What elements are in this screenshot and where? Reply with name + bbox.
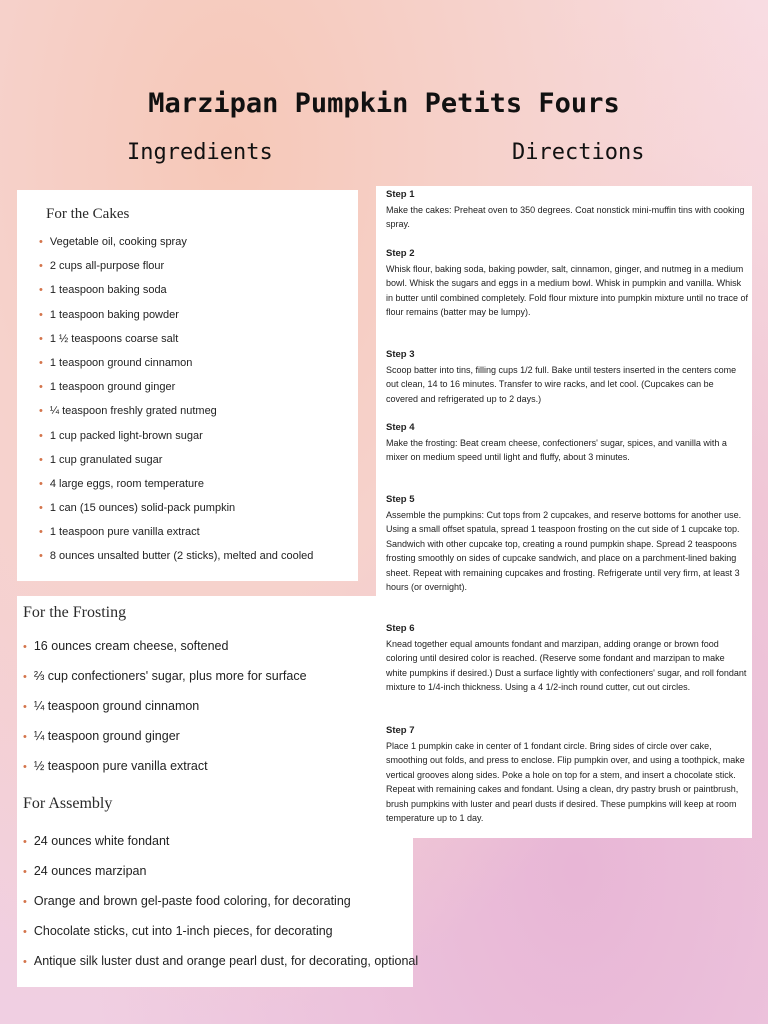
bullet-icon: • bbox=[23, 926, 27, 938]
cakes-ingredient-list bbox=[39, 236, 313, 575]
step-text: Whisk flour, baking soda, baking powder, salt, cinnamon, ginger, and nutmeg in a medium bowl. Whisk the sugars and eggs in a medium bowl. Whisk in pumpkin and vanilla. Whisk in butter until combined completely. Fold flour mixture into pumpkin mixture until no trace of flour remains (batter may be lumpy). bbox=[386, 263, 748, 317]
bullet-icon: • bbox=[39, 284, 43, 297]
ingredient-text: 8 ounces unsalted butter (2 sticks), melted and cooled bbox=[49, 550, 314, 563]
ingredient-text: Antique silk luster dust and orange pearl dust, for decorating, optional bbox=[33, 954, 419, 968]
step-label: Step 2 bbox=[386, 248, 415, 259]
ingredient-text: 16 ounces cream cheese, softened bbox=[33, 639, 229, 653]
directions-card bbox=[376, 186, 752, 838]
list-item bbox=[39, 478, 313, 502]
ingredient-text: 1 can (15 ounces) solid-pack pumpkin bbox=[49, 502, 236, 515]
bullet-icon: • bbox=[39, 453, 43, 466]
step-label: Step 5 bbox=[386, 494, 415, 505]
step bbox=[386, 493, 748, 595]
ingredient-text: Orange and brown gel-paste food coloring, for decorating bbox=[33, 894, 351, 908]
list-item bbox=[39, 454, 313, 478]
ingredient-text: ¼ teaspoon freshly grated nutmeg bbox=[49, 405, 217, 418]
list-item bbox=[39, 284, 313, 308]
list-item bbox=[23, 669, 307, 699]
list-item bbox=[39, 550, 313, 574]
frosting-section-title: For the Frosting bbox=[23, 604, 127, 621]
bullet-icon: • bbox=[23, 731, 27, 743]
cakes-section-title: For the Cakes bbox=[46, 206, 130, 222]
step-text: Assemble the pumpkins: Cut tops from 2 cupcakes, and reserve bottoms for another use. Using a small offset spatula, spread 1 teaspoon frosting on the cut side of 1 cupcake top. Sandwich with other cupcake top, creating a round pumpkin shape. Spread 2 teaspoons frosting smoothly on sides of cupcake sandwich, and place on a parchment-lined baking sheet. Repeat with remaining cupcakes and frosting. Refrigerate until very firm, at least 3 hours (or overnight). bbox=[386, 509, 742, 592]
ingredient-text: 4 large eggs, room temperature bbox=[49, 477, 204, 490]
list-item bbox=[39, 430, 313, 454]
directions-heading: Directions bbox=[512, 140, 645, 165]
list-item bbox=[39, 357, 313, 381]
bullet-icon: • bbox=[39, 332, 43, 345]
step-text: Knead together equal amounts fondant and marzipan, adding orange or brown food coloring until desired color is reached. (Reserve some fondant and marzipan to make white pumpkins if desired.) Dust a surface lightly with confectioners' sugar, and roll fondant mixture to 1/4-inch thickness. Using a 4 1/2-inch round cutter, cut out circles. bbox=[386, 638, 747, 692]
bullet-icon: • bbox=[39, 477, 43, 490]
step-text: Place 1 pumpkin cake in center of 1 fondant circle. Bring sides of circle over cake, smoothing out folds, and press to enclose. Flip pumpkin over, and using a toothpick, make vertical grooves along sides. Poke a hole on top for a stem, and insert a chocolate stick. Repeat with remaining cakes and fondant. Using a clean, dry pastry brush or paintbrush, brush pumpkins with luster and pearl dusts if desired. These pumpkins will keep at room temperature up to 1 day. bbox=[386, 740, 745, 823]
ingredient-text: Vegetable oil, cooking spray bbox=[49, 236, 187, 248]
page-title: Marzipan Pumpkin Petits Fours bbox=[148, 88, 620, 119]
ingredient-text: 1 teaspoon baking soda bbox=[49, 284, 167, 297]
list-item bbox=[39, 260, 313, 284]
assembly-ingredient-list bbox=[23, 834, 418, 984]
ingredient-text: 24 ounces white fondant bbox=[33, 834, 170, 848]
bullet-icon: • bbox=[39, 308, 43, 321]
step-text: Scoop batter into tins, filling cups 1/2 full. Bake until testers inserted in the centers come out clean, 14 to 16 minutes. Transfer to wire racks, and let cool. (Cupcakes can be covered and refrigerated up to 2 days.) bbox=[386, 364, 737, 404]
list-item bbox=[23, 954, 418, 984]
step-text: Make the cakes: Preheat oven to 350 degrees. Coat nonstick mini-muffin tins with cooking spray. bbox=[386, 204, 745, 229]
list-item bbox=[23, 924, 418, 954]
ingredient-text: ¼ teaspoon ground ginger bbox=[33, 729, 180, 743]
bullet-icon: • bbox=[23, 701, 27, 713]
step bbox=[386, 348, 748, 406]
ingredient-text: 1 teaspoon pure vanilla extract bbox=[49, 526, 200, 539]
bullet-icon: • bbox=[39, 502, 43, 515]
list-item bbox=[39, 381, 313, 405]
ingredient-text: 1 ½ teaspoons coarse salt bbox=[49, 332, 179, 345]
step bbox=[386, 622, 748, 695]
step-text: Make the frosting: Beat cream cheese, confectioners' sugar, spices, and vanilla with a mixer on medium speed until light and fluffy, about 3 minutes. bbox=[386, 437, 727, 462]
ingredients-heading: Ingredients bbox=[127, 140, 273, 165]
ingredient-text: 1 cup granulated sugar bbox=[49, 453, 163, 466]
step bbox=[386, 421, 748, 465]
frosting-assembly-card bbox=[17, 596, 419, 987]
ingredient-text: ½ teaspoon pure vanilla extract bbox=[33, 759, 208, 773]
ingredient-text: 1 teaspoon ground cinnamon bbox=[49, 356, 193, 369]
ingredient-text: ⅔ cup confectioners' sugar, plus more for surface bbox=[33, 669, 307, 683]
bullet-icon: • bbox=[23, 866, 27, 878]
step-label: Step 7 bbox=[386, 725, 415, 736]
frosting-ingredient-list bbox=[23, 639, 307, 789]
list-item bbox=[23, 759, 307, 789]
ingredient-text: 1 cup packed light-brown sugar bbox=[49, 429, 203, 442]
cakes-ingredients-card bbox=[17, 190, 358, 581]
step-label: Step 4 bbox=[386, 422, 415, 433]
bullet-icon: • bbox=[39, 550, 43, 563]
bullet-icon: • bbox=[39, 356, 43, 369]
list-item bbox=[39, 333, 313, 357]
step bbox=[386, 724, 748, 826]
list-item bbox=[23, 699, 307, 729]
list-item bbox=[39, 236, 313, 260]
list-item bbox=[23, 894, 418, 924]
step-label: Step 3 bbox=[386, 349, 415, 360]
bullet-icon: • bbox=[39, 381, 43, 394]
step bbox=[386, 188, 748, 232]
list-item bbox=[23, 729, 307, 759]
list-item bbox=[39, 502, 313, 526]
bullet-icon: • bbox=[39, 236, 43, 248]
bullet-icon: • bbox=[23, 836, 27, 848]
list-item bbox=[39, 405, 313, 429]
list-item bbox=[23, 639, 307, 669]
bullet-icon: • bbox=[39, 526, 43, 539]
ingredient-text: ¼ teaspoon ground cinnamon bbox=[33, 699, 200, 713]
ingredient-text: 2 cups all-purpose flour bbox=[49, 260, 165, 273]
bullet-icon: • bbox=[39, 260, 43, 273]
ingredient-text: 24 ounces marzipan bbox=[33, 864, 147, 878]
bullet-icon: • bbox=[23, 671, 27, 683]
list-item bbox=[39, 526, 313, 550]
step-label: Step 6 bbox=[386, 623, 415, 634]
list-item bbox=[39, 309, 313, 333]
ingredient-text: Chocolate sticks, cut into 1-inch pieces, for decorating bbox=[33, 924, 333, 938]
assembly-section-title: For Assembly bbox=[23, 795, 113, 812]
bullet-icon: • bbox=[23, 761, 27, 773]
bullet-icon: • bbox=[39, 405, 43, 418]
list-item bbox=[23, 864, 418, 894]
ingredient-text: 1 teaspoon baking powder bbox=[49, 308, 179, 321]
step-label: Step 1 bbox=[386, 189, 415, 200]
bullet-icon: • bbox=[23, 641, 27, 653]
bullet-icon: • bbox=[23, 896, 27, 908]
bullet-icon: • bbox=[23, 956, 27, 968]
bullet-icon: • bbox=[39, 429, 43, 442]
step bbox=[386, 247, 748, 320]
ingredient-text: 1 teaspoon ground ginger bbox=[49, 381, 176, 394]
list-item bbox=[23, 834, 418, 864]
